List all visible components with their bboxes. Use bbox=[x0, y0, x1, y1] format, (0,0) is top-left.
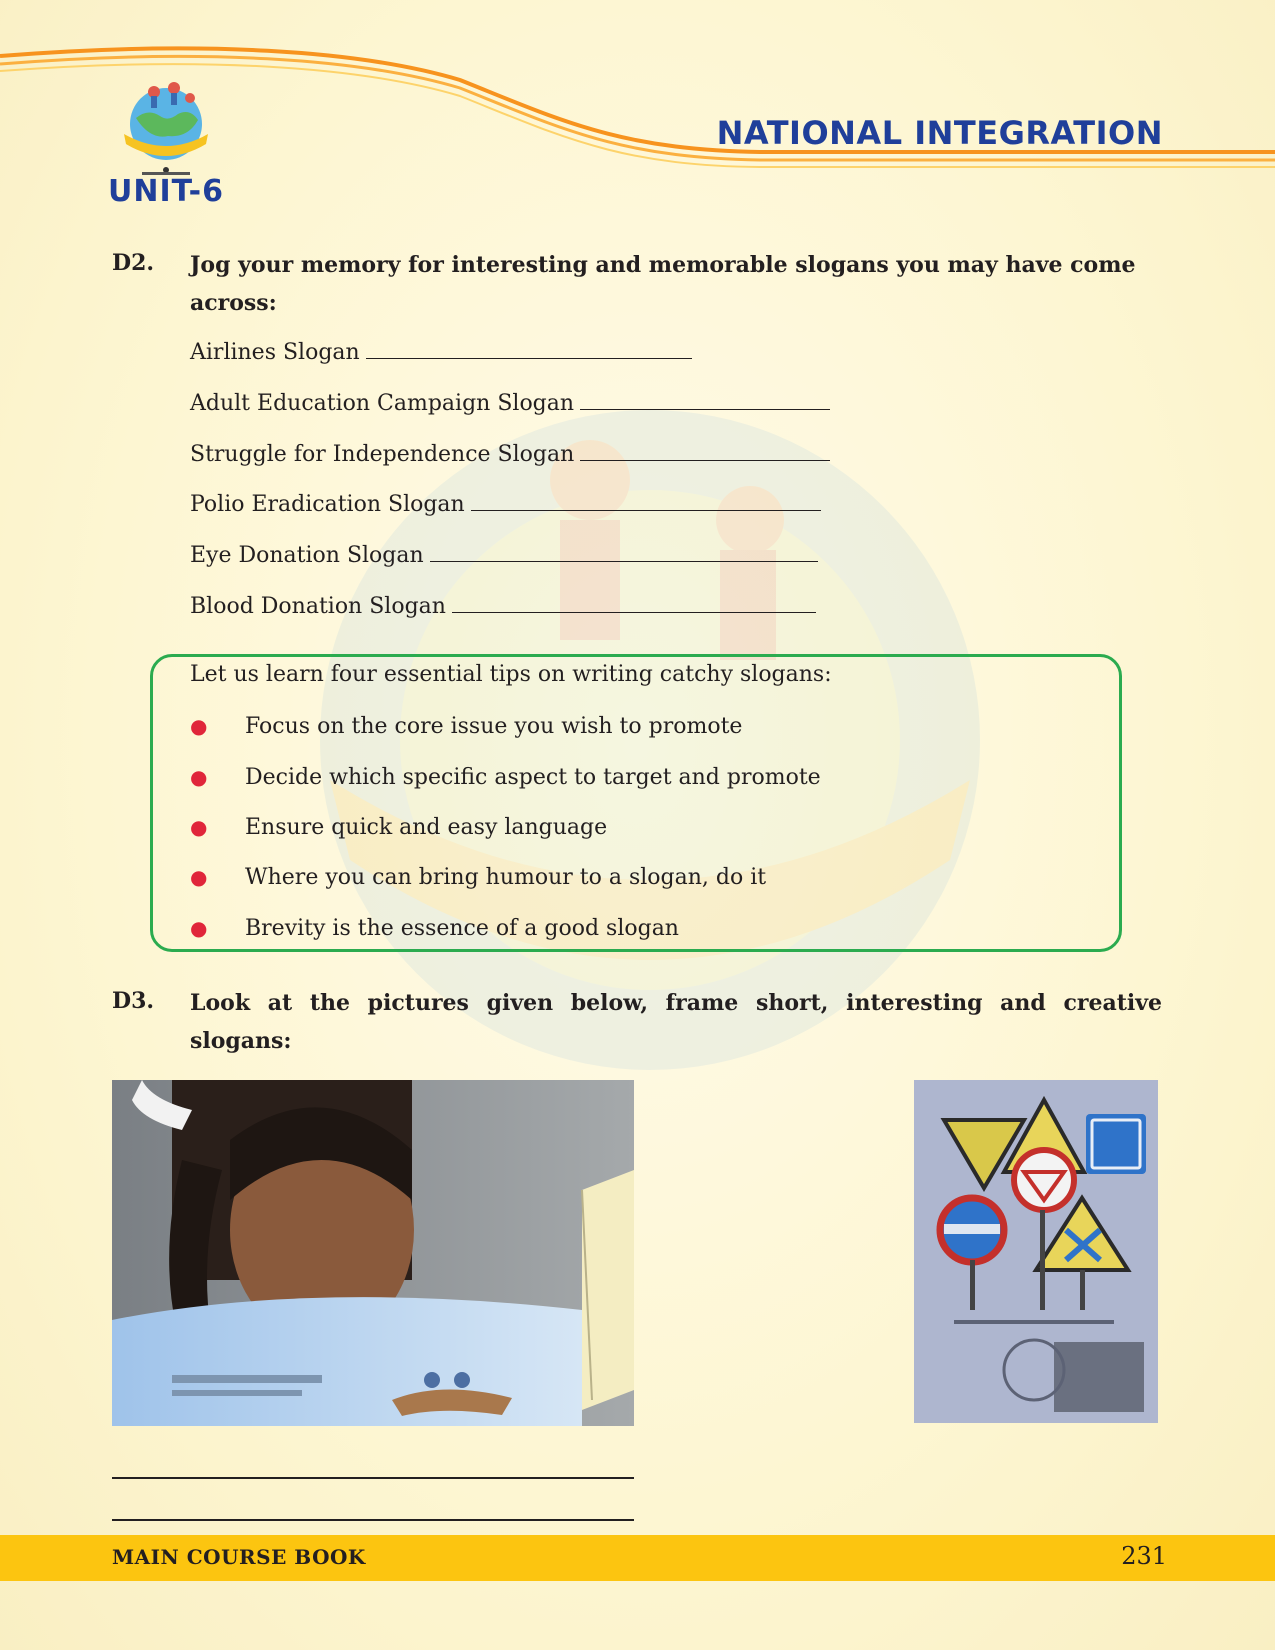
slogan-answer-line[interactable] bbox=[471, 490, 821, 511]
bullet-icon: ● bbox=[190, 815, 208, 839]
slogan-label: Adult Education Campaign Slogan bbox=[190, 391, 575, 416]
footer-book-title: MAIN COURSE BOOK bbox=[112, 1545, 366, 1569]
slogan-row-eye-donation bbox=[190, 541, 818, 568]
tips-box bbox=[150, 654, 1122, 952]
slogan-row-independence bbox=[190, 440, 830, 467]
slogan-row-polio bbox=[190, 490, 821, 517]
tip-text: Ensure quick and easy language bbox=[245, 815, 608, 840]
slogan-label: Struggle for Independence Slogan bbox=[190, 442, 575, 467]
tip-text: Brevity is the essence of a good slogan bbox=[245, 916, 679, 941]
bullet-icon: ● bbox=[190, 714, 208, 738]
girl-reading-photo bbox=[112, 1080, 634, 1426]
chapter-title: NATIONAL INTEGRATION bbox=[716, 114, 1163, 152]
question-number-d3: D3. bbox=[112, 988, 155, 1014]
road-signs-stamp-photo bbox=[914, 1080, 1158, 1423]
page-number: 231 bbox=[1121, 1542, 1167, 1570]
slogan-answer-line[interactable] bbox=[430, 541, 818, 562]
tip-text: Where you can bring humour to a slogan, do it bbox=[245, 865, 767, 890]
tips-intro: Let us learn four essential tips on writing catchy slogans: bbox=[190, 662, 832, 687]
slogan-row-blood-donation bbox=[190, 592, 816, 619]
slogan-label: Polio Eradication Slogan bbox=[190, 492, 465, 517]
unit-label: UNIT-6 bbox=[108, 174, 225, 209]
slogan-answer-line[interactable] bbox=[580, 389, 830, 410]
question-number-d2: D2. bbox=[112, 250, 155, 276]
answer-line[interactable] bbox=[112, 1519, 634, 1521]
answer-line[interactable] bbox=[112, 1477, 634, 1479]
cce-globe-logo bbox=[118, 78, 214, 180]
slogan-row-airlines bbox=[190, 338, 692, 365]
slogan-answer-line[interactable] bbox=[366, 338, 692, 359]
tip-text: Decide which specific aspect to target and promote bbox=[245, 765, 821, 790]
question-text-d3: Look at the pictures given below, frame short, interesting and creative slogans: bbox=[190, 990, 1162, 1054]
bullet-icon: ● bbox=[190, 865, 208, 889]
question-text-d2: Jog your memory for interesting and memorable slogans you may have come across: bbox=[190, 252, 1136, 316]
slogan-row-adult-education bbox=[190, 389, 830, 416]
bullet-icon: ● bbox=[190, 916, 208, 940]
slogan-label: Airlines Slogan bbox=[190, 340, 360, 365]
slogan-label: Eye Donation Slogan bbox=[190, 543, 424, 568]
slogan-answer-line[interactable] bbox=[580, 440, 830, 461]
tip-text: Focus on the core issue you wish to promote bbox=[245, 714, 743, 739]
bullet-icon: ● bbox=[190, 765, 208, 789]
slogan-label: Blood Donation Slogan bbox=[190, 594, 446, 619]
slogan-answer-line[interactable] bbox=[452, 592, 816, 613]
